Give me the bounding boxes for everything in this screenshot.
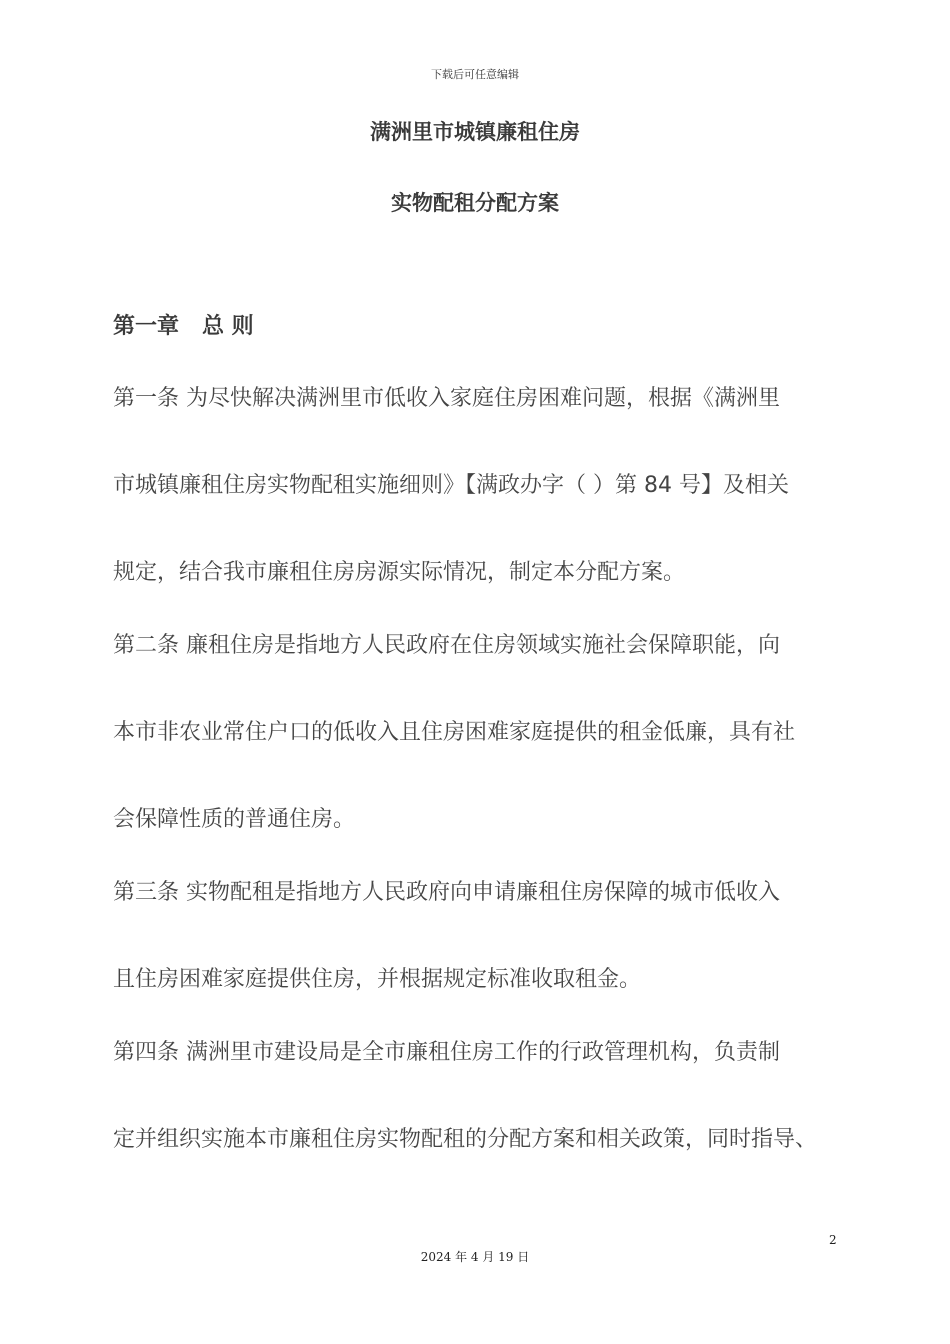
body-line: 第二条 廉租住房是指地方人民政府在住房领域实施社会保障职能，向 <box>113 633 780 658</box>
body-line: 市城镇廉租住房实物配租实施细则》【满政办字（ ）第 84 号】及相关 <box>113 473 789 498</box>
body-line: 会保障性质的普通住房。 <box>113 807 356 832</box>
header-note: 下载后可任意编辑 <box>431 68 519 81</box>
body-line: 第三条 实物配租是指地方人民政府向申请廉租住房保障的城市低收入 <box>113 880 780 905</box>
document-title-line-1: 满洲里市城镇廉租住房 <box>370 120 580 144</box>
document-title-line-2: 实物配租分配方案 <box>391 191 559 215</box>
footer-date: 2024 年 4 月 19 日 <box>420 1250 530 1264</box>
body-line: 规定，结合我市廉租住房房源实际情况，制定本分配方案。 <box>113 560 686 585</box>
body-line: 第四条 满洲里市建设局是全市廉租住房工作的行政管理机构，负责制 <box>113 1040 780 1065</box>
page-number: 2 <box>829 1233 837 1247</box>
chapter-heading: 第一章 总 则 <box>113 314 254 339</box>
body-line: 本市非农业常住户口的低收入且住房困难家庭提供的租金低廉，具有社 <box>113 720 796 745</box>
body-line: 且住房困难家庭提供住房，并根据规定标准收取租金。 <box>113 967 642 992</box>
body-line: 第一条 为尽快解决满洲里市低收入家庭住房困难问题，根据《满洲里 <box>113 386 780 411</box>
body-line: 定并组织实施本市廉租住房实物配租的分配方案和相关政策，同时指导、 <box>113 1127 818 1152</box>
